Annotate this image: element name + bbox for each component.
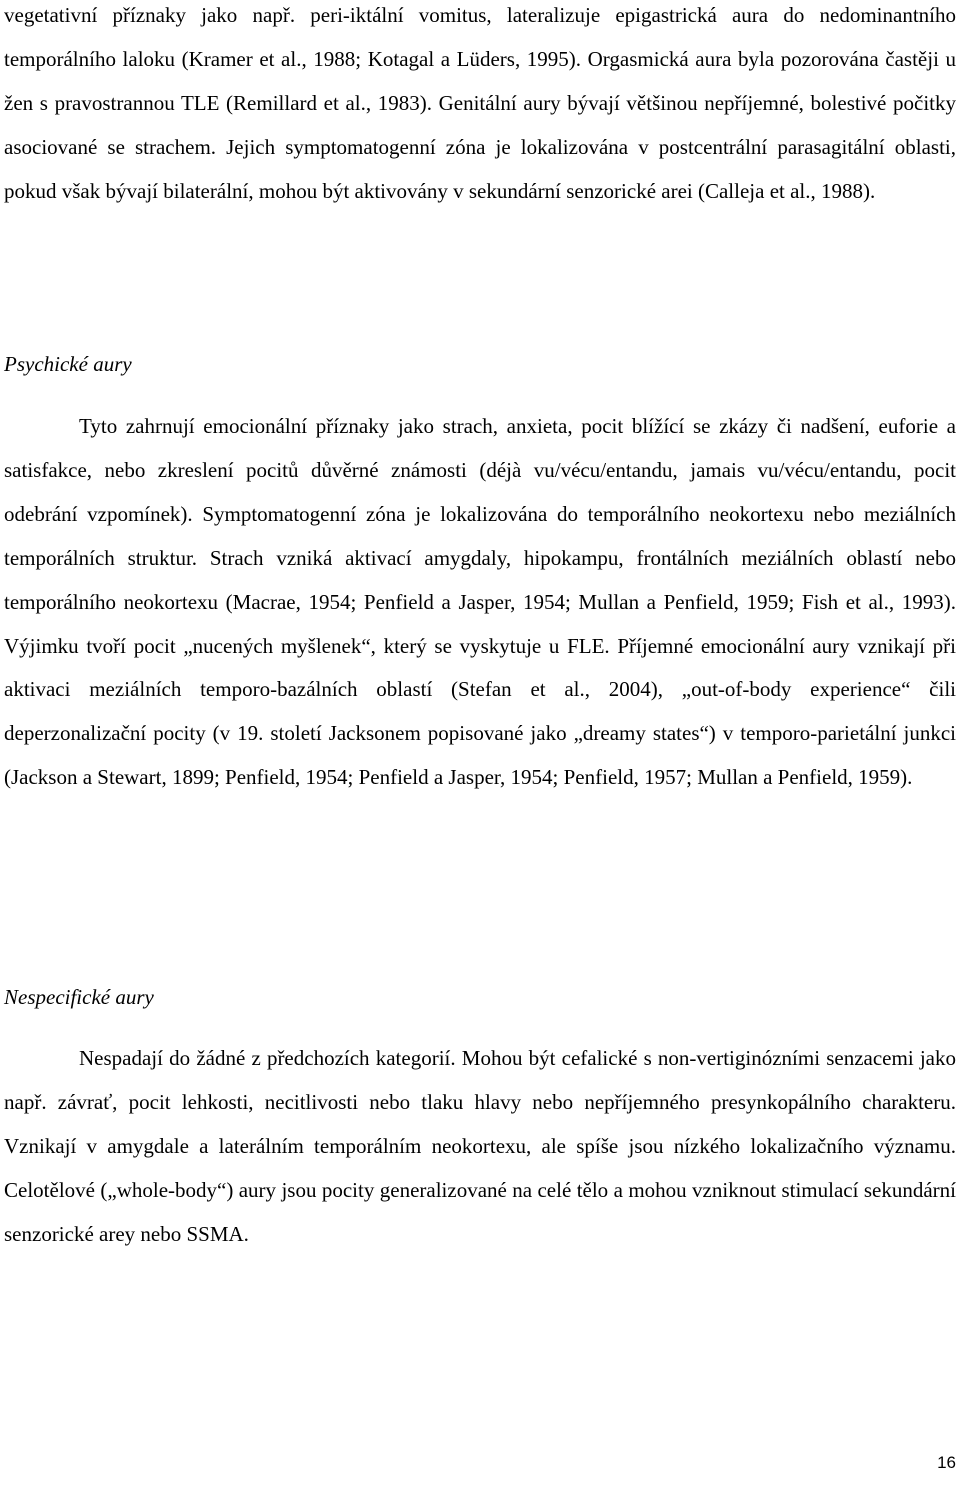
section-heading-nonspecific-auras: Nespecifické aury [4,985,154,1009]
intro-paragraph: vegetativní příznaky jako např. peri-iktální vomitus, lateralizuje epigastrická aura do nedominantního temporálního laloku (Kramer et al., 1988; Kotagal a Lüders, 1995). Orgasmická aura byla pozorována častěji u žen s pravostrannou TLE (Remillard et al., 1983). Genitální aury bývají většinou nepříjemné, bolestivé počitky asociované se strachem. Jejich symptomatogenní zóna je lokalizována v postcentrální parasagitální oblasti, pokud však bývají bilaterální, mohou být aktivovány v sekundární senzorické arei (Calleja et al., 1988). [4,3,956,203]
psychic-auras-paragraph: Tyto zahrnují emocionální příznaky jako strach, anxieta, pocit blížící se zkázy či nadšení, euforie a satisfakce, nebo zkreslení pocitů důvěrné známosti (déjà vu/vécu/entandu, jamais vu/vécu/entandu, pocit odebrání vzpomínek). Symptomatogenní zóna je lokalizována do temporálního neokortexu nebo meziálních temporálních struktur. Strach vzniká aktivací amygdaly, hipokampu, frontálních meziálních oblastí nebo temporálního neokortexu (Macrae, 1954; Penfield a Jasper, 1954; Mullan a Penfield, 1959; Fish et al., 1993). Výjimku tvoří pocit „nucených myšlenek“, který se vyskytuje u FLE. Příjemné emocionální aury vznikají při aktivaci meziálních temporo-bazálních oblastí (Stefan et al., 2004), „out-of-body experience“ čili deperzonalizační pocity (v 19. století Jacksonem popisované jako „dreamy states“) v temporo-parietální junkci (Jackson a Stewart, 1899; Penfield, 1954; Penfield a Jasper, 1954; Penfield, 1957; Mullan a Penfield, 1959). [4,414,956,790]
section-heading-psychic-auras: Psychické aury [4,352,132,376]
nonspecific-auras-paragraph: Nespadají do žádné z předchozích kategorií. Mohou být cefalické s non-vertiginózními senzacemi jako např. závrať, pocit lehkosti, necitlivosti nebo tlaku hlavy nebo nepříjemného presynkopálního charakteru. Vznikají v amygdale a laterálním temporálním neokortexu, ale spíše jsou nízkého lokalizačního významu. Celotělové („whole-body“) aury jsou pocity generalizované na celé tělo a mohou vzniknout stimulací sekundární senzorické arey nebo SSMA. [4,1046,956,1246]
page-number: 16 [937,1453,956,1472]
